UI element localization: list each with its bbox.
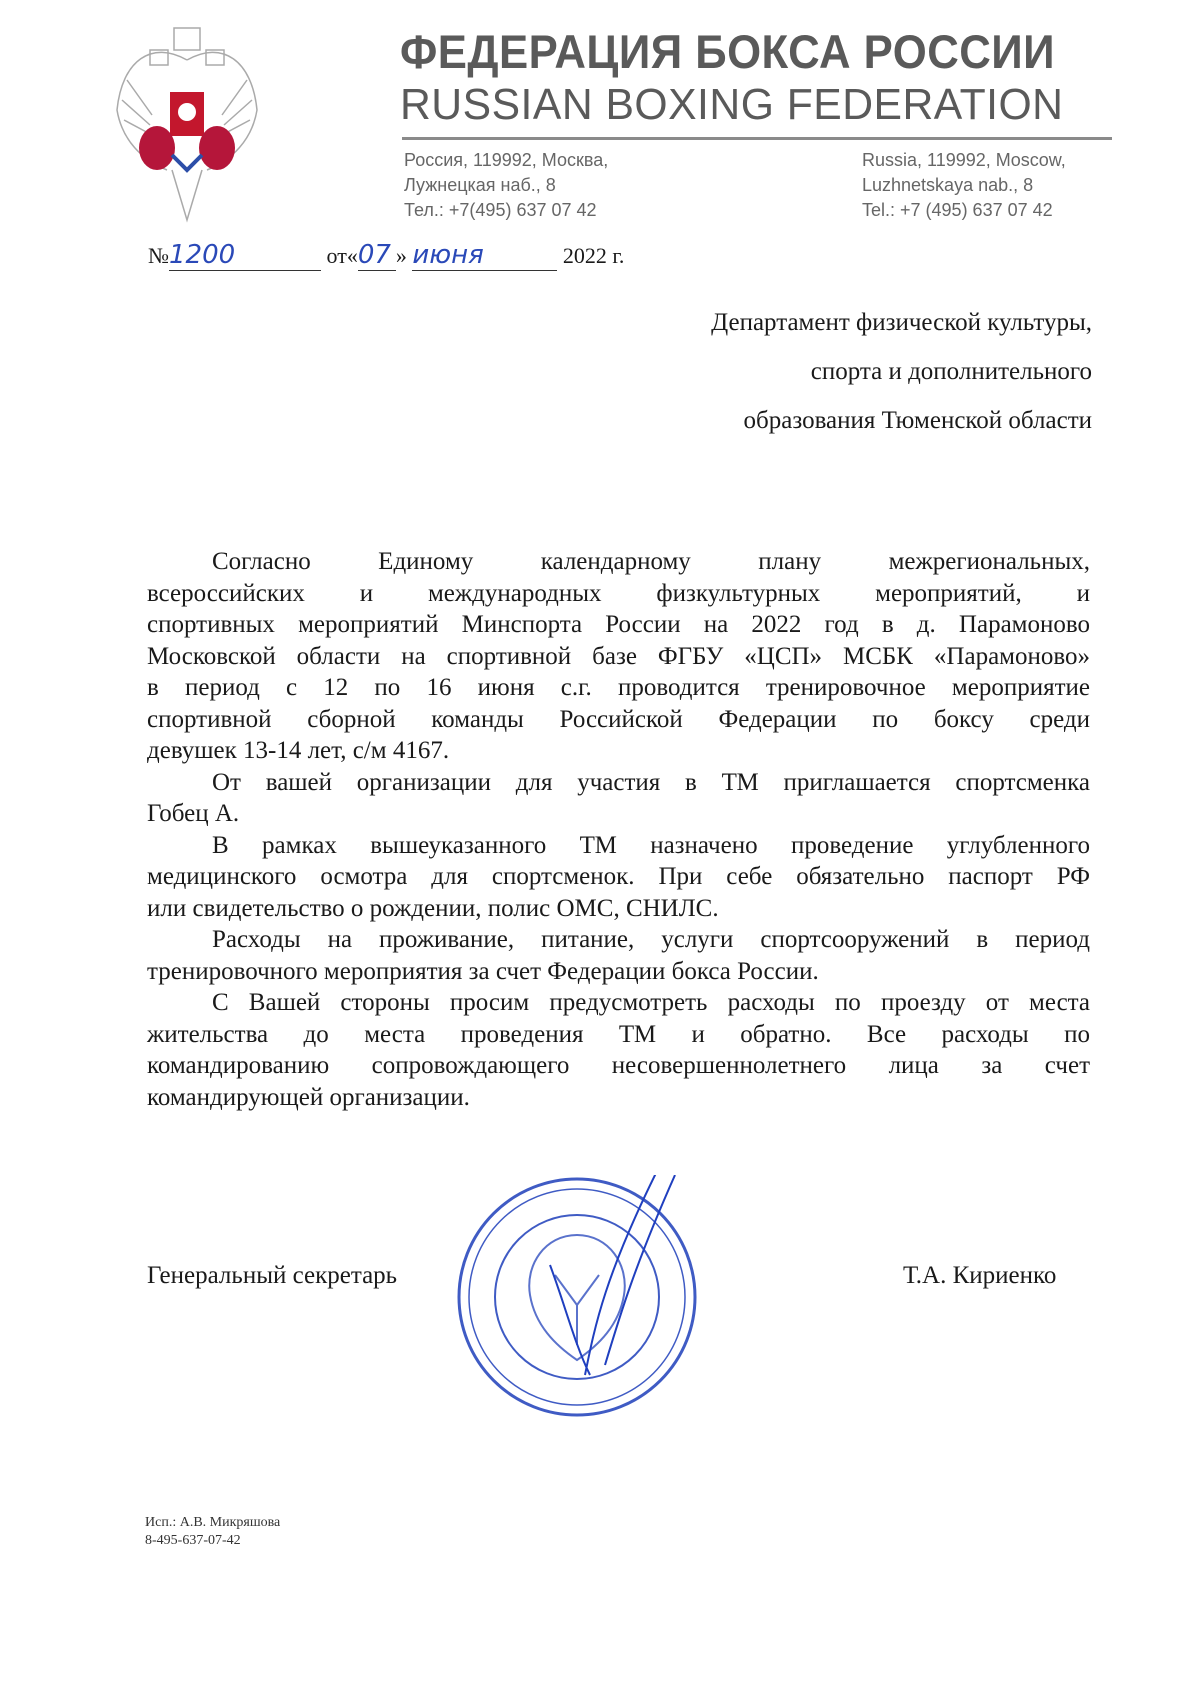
phone-line: Тел.: +7(495) 637 07 42 bbox=[404, 200, 597, 220]
paragraph-line: Расходы на проживание, питание, услуги спортсооружений в период bbox=[212, 926, 1090, 953]
paragraph bbox=[147, 767, 1090, 830]
paragraph-line: командирующей организации. bbox=[147, 1083, 470, 1111]
federation-title-en: RUSSIAN BOXING FEDERATION bbox=[400, 80, 1064, 129]
from-label: от bbox=[326, 243, 347, 268]
letter-year: 2022 г. bbox=[562, 243, 625, 268]
addressee-line: образования Тюменской области bbox=[743, 407, 1092, 434]
paragraph-line: всероссийских и международных физкультурных мероприятий, и bbox=[147, 579, 1090, 607]
address-line: Лужнецкая наб., 8 bbox=[404, 175, 556, 195]
reference-line bbox=[148, 240, 624, 271]
paragraph-line: тренировочного мероприятия за счет Федерации бокса России. bbox=[147, 957, 819, 985]
addressee-line: Департамент физической культуры, bbox=[711, 309, 1092, 336]
address-en bbox=[862, 148, 1066, 223]
paragraph bbox=[147, 987, 1090, 1113]
paragraph-line: девушек 13-14 лет, с/м 4167. bbox=[147, 737, 450, 764]
paragraph-line: командированию сопровождающего несовершеннолетнего лица за счет bbox=[147, 1052, 1090, 1079]
addressee-line: спорта и дополнительного bbox=[810, 358, 1092, 385]
federation-emblem-icon bbox=[112, 20, 262, 225]
paragraph-line: медицинского осмотра для спортсменок. При себе обязательно паспорт РФ bbox=[147, 863, 1090, 890]
address-line: Russia, 119992, Moscow, bbox=[862, 150, 1066, 170]
paragraph-line: в период с 12 по 16 июня с.г. проводится тренировочное мероприятие bbox=[147, 674, 1090, 701]
paragraph-line: Московской области на спортивной базе ФГБУ «ЦСП» МСБК «Парамоново» bbox=[147, 642, 1090, 670]
paragraph-line: В рамках вышеуказанного ТМ назначено проведение углубленного bbox=[212, 831, 1090, 859]
phone-line: Tel.: +7 (495) 637 07 42 bbox=[862, 200, 1053, 220]
paragraph-line: Согласно Единому календарному плану межрегиональных, bbox=[212, 548, 1090, 575]
address-line: Россия, 119992, Москва, bbox=[404, 150, 609, 170]
header-divider bbox=[402, 137, 1112, 140]
letter-body bbox=[147, 546, 1090, 1113]
quote: » bbox=[395, 243, 407, 268]
letter-month: июня bbox=[412, 240, 484, 270]
signatory-name: Т.А. Кириенко bbox=[903, 1262, 1057, 1289]
paragraph-line: От вашей организации для участия в ТМ приглашается спортсменка bbox=[212, 768, 1090, 796]
quote: « bbox=[346, 243, 358, 268]
address-line: Luzhnetskaya nab., 8 bbox=[862, 175, 1034, 195]
federation-title-ru: ФЕДЕРАЦИЯ БОКСА РОССИИ bbox=[400, 25, 1056, 78]
paragraph-line: спортивных мероприятий Минспорта России на 2022 год в д. Парамоново bbox=[147, 611, 1090, 638]
signatory-position: Генеральный секретарь bbox=[147, 1262, 398, 1289]
paragraph-line: Гобец А. bbox=[147, 800, 240, 827]
number-label: № bbox=[148, 243, 169, 268]
executor-name: Исп.: А.В. Микряшова bbox=[145, 1515, 281, 1530]
executor-phone: 8-495-637-07-42 bbox=[145, 1533, 241, 1548]
paragraph bbox=[147, 830, 1090, 925]
letter-day: 07 bbox=[357, 240, 391, 270]
address-ru bbox=[404, 148, 608, 223]
paragraph-line: жительства до места проведения ТМ и обратно. Все расходы по bbox=[147, 1020, 1090, 1048]
letter-number: 1200 bbox=[169, 240, 236, 270]
paragraph bbox=[147, 924, 1090, 987]
paragraph-line: или свидетельство о рождении, полис ОМС, СНИЛС. bbox=[147, 894, 719, 922]
official-stamp-icon bbox=[455, 1175, 700, 1420]
paragraph-line: С Вашей стороны просим предусмотреть расходы по проезду от места bbox=[212, 989, 1090, 1016]
paragraph-line: спортивной сборной команды Российской Федерации по боксу среди bbox=[147, 705, 1090, 733]
executor-info bbox=[145, 1514, 280, 1550]
addressee bbox=[711, 298, 1092, 445]
paragraph bbox=[147, 546, 1090, 767]
